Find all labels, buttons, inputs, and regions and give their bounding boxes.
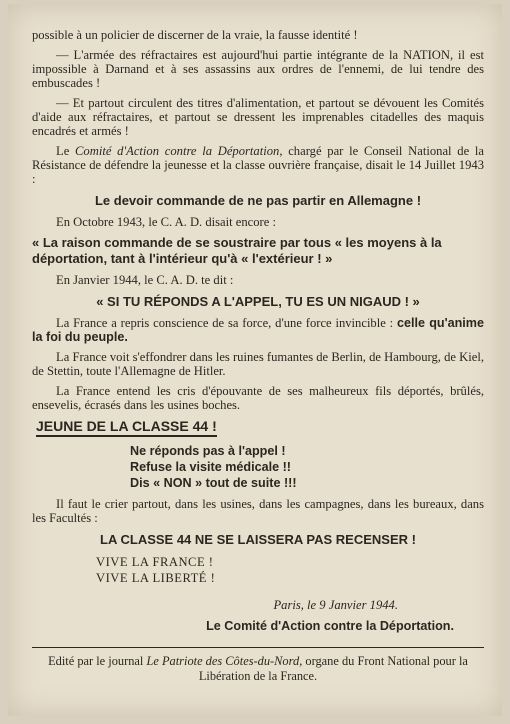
paragraph-force: [32, 316, 484, 344]
paragraph-committees: — Et partout circulent des titres d'alimentation, et partout se dévouent les Comités d'aide aux réfractaires, et partout se dressent les imprenables citadelles des maquis encadrés et armés !: [32, 96, 484, 138]
paragraph-shout: Il faut le crier partout, dans les usines, dans les campagnes, dans les bureaux, dans les Facultés :: [32, 497, 484, 525]
vive-liberte: VIVE LA LIBERTÉ !: [96, 571, 216, 585]
order-no-response: Ne réponds pas à l'appel !: [130, 444, 286, 458]
october-intro: En Octobre 1943, le C. A. D. disait encore :: [56, 215, 276, 229]
class-slogan: LA CLASSE 44 NE SE LAISSERA PAS RECENSER !: [100, 532, 416, 547]
footer-rest: , organe du Front National pour la Libération de la France.: [198, 654, 468, 683]
order-refuse-medical: Refuse la visite médicale !!: [130, 460, 291, 474]
orders-block: [130, 443, 484, 491]
youth-heading: JEUNE DE LA CLASSE 44 !: [36, 418, 217, 437]
cad-lead: Le: [56, 144, 76, 158]
paragraph-army: — L'armée des réfractaires est aujourd'hui partie intégrante de la NATION, il est impossible à Darnand et à ses assassins aux ordres de l'ennemi, de lui tendre des embuscades !: [32, 48, 484, 90]
force-lead: La France a repris conscience de sa force, d'une force invincible :: [56, 316, 398, 330]
vive-france: VIVE LA FRANCE !: [96, 555, 214, 569]
cad-name: Comité d'Action contre la Déportation: [75, 144, 280, 158]
leaflet-page: [8, 4, 502, 716]
january-quote: « SI TU RÉPONDS A L'APPEL, TU ES UN NIGAUD ! »: [96, 294, 420, 309]
order-say-no: Dis « NON » tout de suite !!!: [130, 476, 297, 490]
signature-date: Paris, le 9 Janvier 1944.: [273, 598, 398, 612]
footer-divider: [32, 647, 484, 648]
january-intro: En Janvier 1944, le C. A. D. te dit :: [56, 273, 234, 287]
paragraph-cad: [32, 144, 484, 186]
duty-line: Le devoir commande de ne pas partir en Allemagne !: [94, 193, 422, 208]
leaflet-body: [32, 28, 484, 684]
paragraph-identity: possible à un policier de discerner de la vraie, la fausse identité !: [32, 28, 358, 42]
october-quote: « La raison commande de se soustraire par tous « les moyens à la déportation, tant à l'intérieur qu'à « l'extérieur ! »: [32, 235, 442, 266]
paragraph-cries: La France entend les cris d'épouvante de ses malheureux fils déportés, brûlés, ensevelis, écrasés dans les usines boches.: [32, 384, 484, 412]
force-bold: celle qu'anime la foi du peuple.: [32, 316, 484, 344]
footer-lead: Edité par le journal: [48, 654, 147, 668]
footer-credit: [32, 654, 484, 684]
paragraph-cities: La France voit s'effondrer dans les ruines fumantes de Berlin, de Hambourg, de Kiel, de Stettin, toute l'Allemagne de Hitler.: [32, 350, 484, 378]
signature-organization: Le Comité d'Action contre la Déportation.: [206, 619, 454, 633]
footer-journal: Le Patriote des Côtes-du-Nord: [146, 654, 300, 668]
cad-rest: , chargé par le Conseil National de la Résistance de défendre la jeunesse et la classe ouvrière française, disait le 14 Juillet 1943 :: [32, 144, 485, 186]
